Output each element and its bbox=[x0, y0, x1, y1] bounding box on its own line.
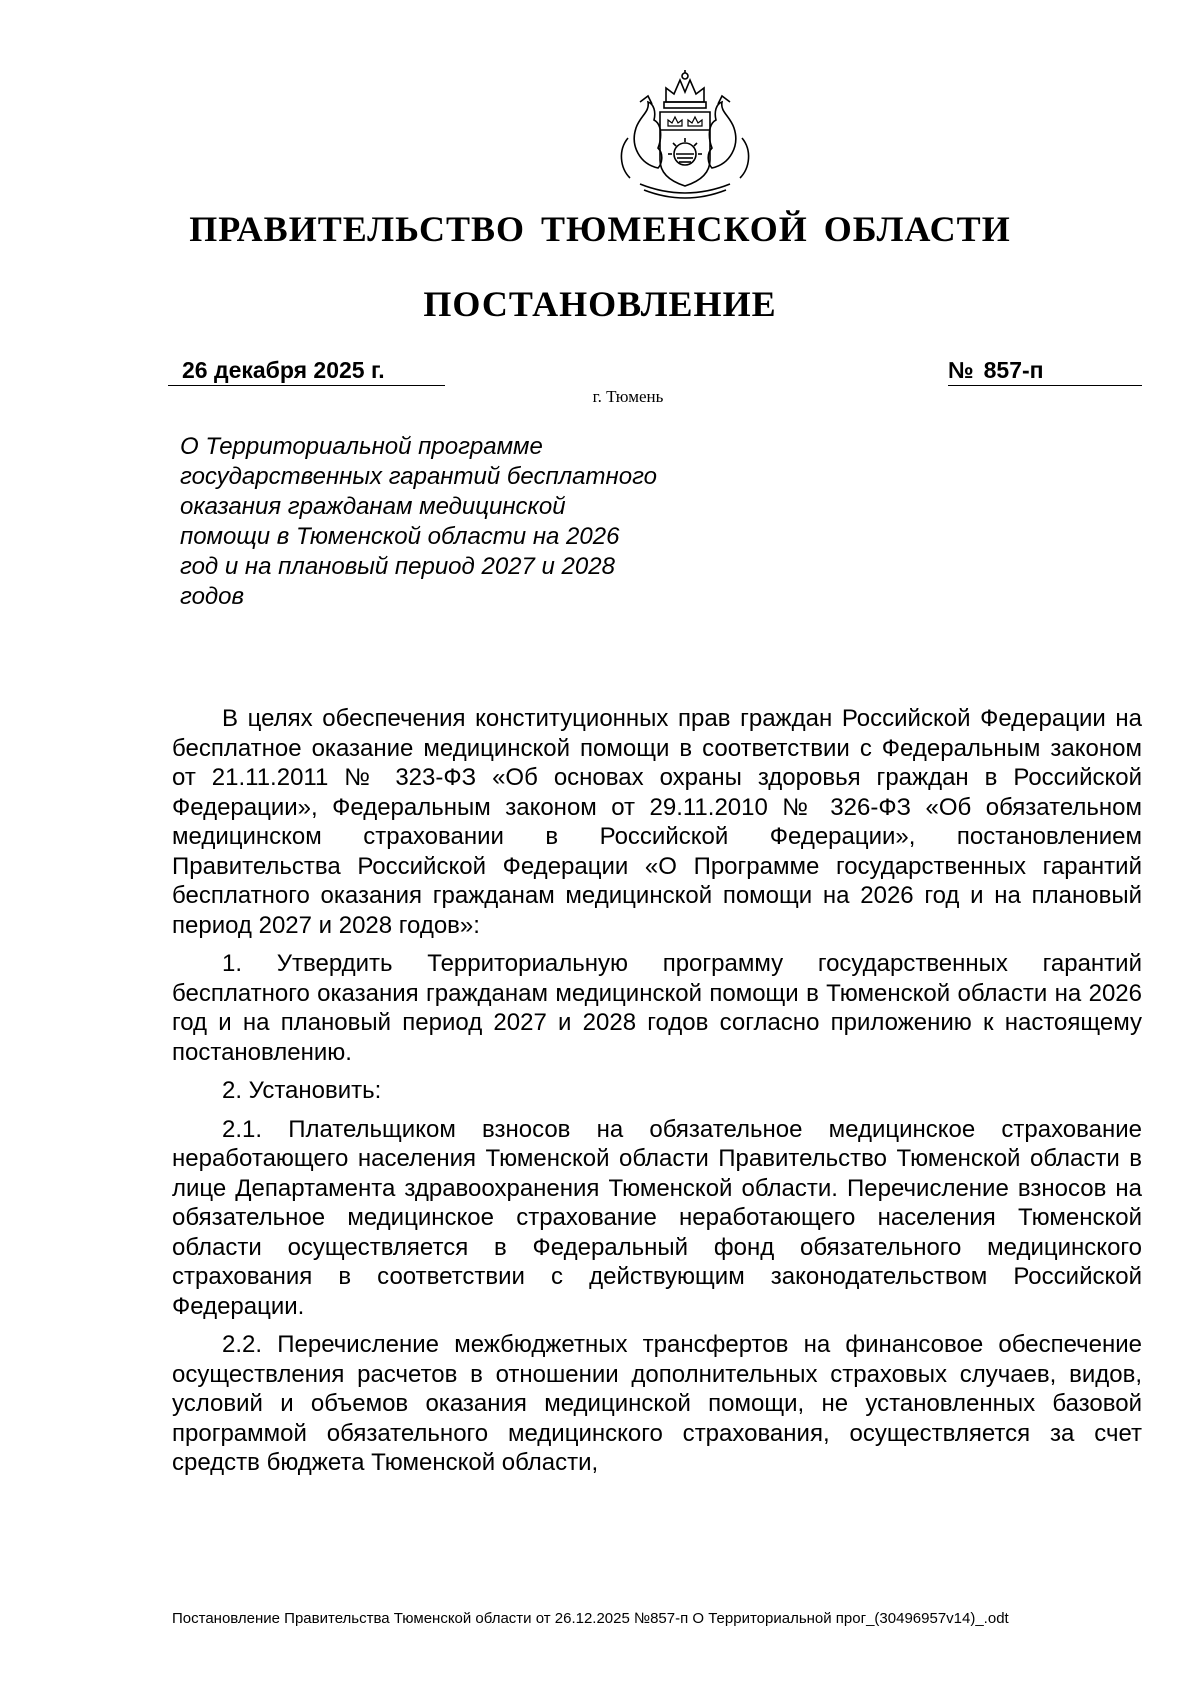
document-number bbox=[948, 355, 1142, 386]
page-footer: Постановление Правительства Тюменской области от 26.12.2025 №857-п О Территориальной прог_(30496957v14)_.odt bbox=[172, 1610, 1009, 1627]
document-body bbox=[172, 704, 1142, 1487]
document-type: ПОСТАНОВЛЕНИЕ bbox=[423, 284, 777, 324]
document-city: г. Тюмень bbox=[592, 387, 664, 406]
organization-title: ПРАВИТЕЛЬСТВО ТЮМЕНСКОЙ ОБЛАСТИ bbox=[189, 209, 1011, 249]
document-subject: О Территориальной программе государственных гарантий бесплатного оказания гражданам медицинской помощи в Тюменской области на 2026 год и на плановый период 2027 и 2028 годов bbox=[180, 433, 657, 610]
tyumen-coat-of-arms-icon bbox=[600, 68, 770, 208]
body-paragraph: 2.2. Перечисление межбюджетных трансфертов на финансовое обеспечение осуществления расчетов в отношении дополнительных страховых случаев, видов, условий и объемов оказания медицинской помощи, не установленных базовой программой обязательного медицинского страхования, осуществляется за счет средств бюджета Тюменской области, bbox=[172, 1331, 1142, 1476]
number-value: 857-п bbox=[983, 357, 1044, 383]
number-sign: № bbox=[948, 357, 974, 383]
body-paragraph: 2. Установить: bbox=[222, 1077, 382, 1104]
body-paragraph: 2.1. Плательщиком взносов на обязательное медицинское страхование неработающего населения Тюменской области Правительство Тюменской области в лице Департамента здравоохранения Тюменской области. Перечисление взносов на обязательное медицинское страхование неработающего населения Тюменской области осуществляется в Федеральный фонд обязательного медицинского страхования в соответствии с действующим законодательством Российской Федерации. bbox=[172, 1115, 1142, 1320]
body-paragraph: В целях обеспечения конституционных прав граждан Российской Федерации на бесплатное оказание медицинской помощи в соответствии с Федеральным законом от 21.11.2011 № 323-ФЗ «Об основах охраны здоровья граждан в Российской Федерации», Федеральным законом от 29.11.2010 № 326-ФЗ «Об обязательном медицинском страховании в Российской Федерации», постановлением Правительства Российской Федерации «О Программе государственных гарантий бесплатного оказания гражданам медицинской помощи на 2026 год и на плановый период 2027 и 2028 годов»: bbox=[172, 705, 1142, 939]
body-paragraph: 1. Утвердить Территориальную программу государственных гарантий бесплатного оказания гражданам медицинской помощи в Тюменской области на 2026 год и на плановый период 2027 и 2028 годов согласно приложению к настоящему постановлению. bbox=[172, 950, 1142, 1066]
document-date: 26 декабря 2025 г. bbox=[168, 355, 445, 386]
